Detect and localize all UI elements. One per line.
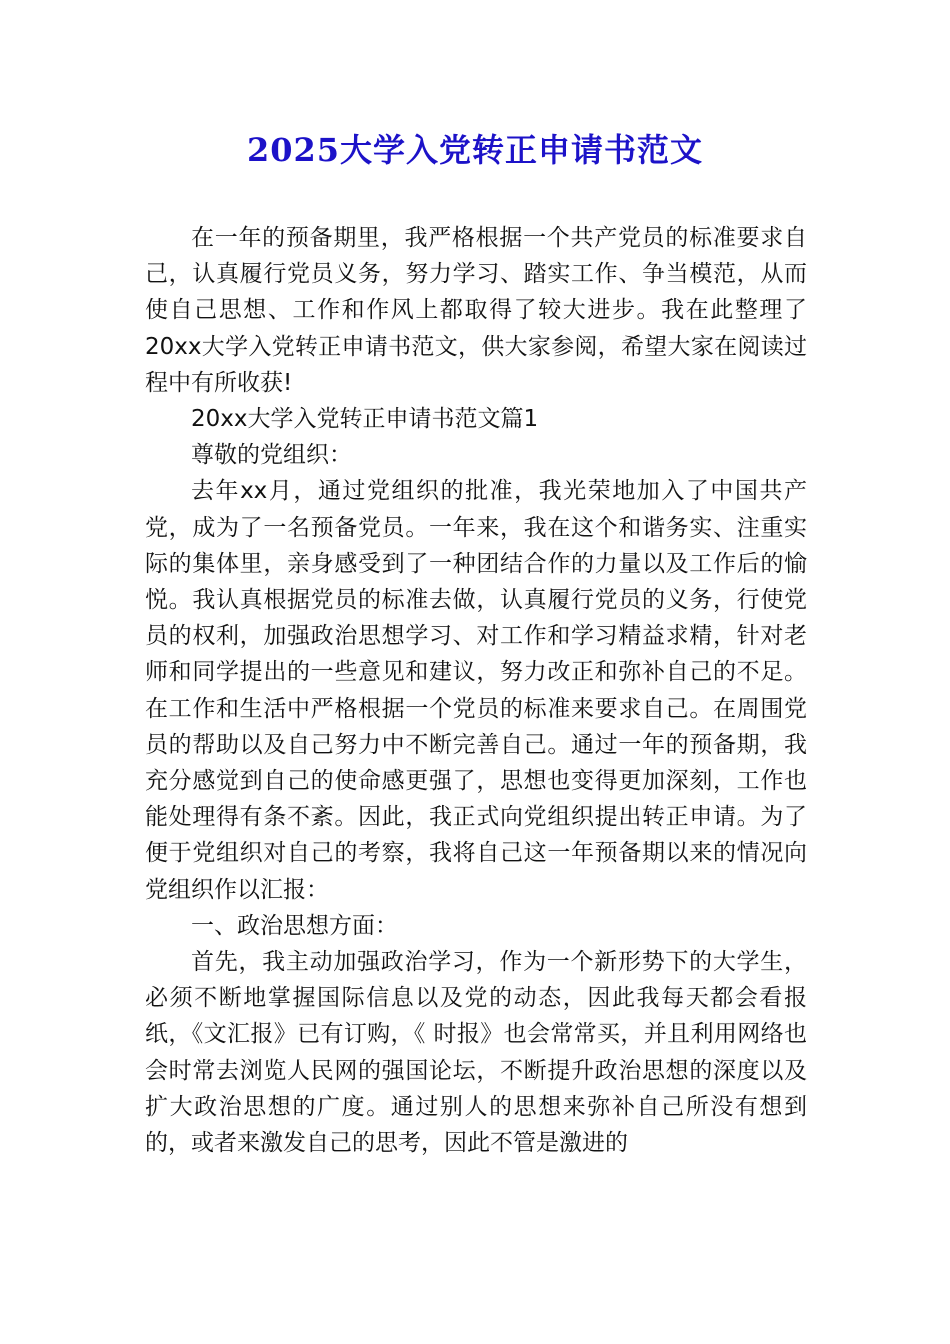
- document-body: [145, 220, 807, 1161]
- paragraph-main: 去年xx月，通过党组织的批准，我光荣地加入了中国共产党，成为了一名预备党员。一年来，我在这个和谐务实、注重实际的集体里，亲身感受到了一种团结合作的力量以及工作后的愉悦。我认真根据党员的标准去做，认真履行党员的义务，行使党员的权利，加强政治思想学习、对工作和学习精益求精，针对老师和同学提出的一些意见和建议，努力改正和弥补自己的不足。在工作和生活中严格根据一个党员的标准来要求自己。在周围党员的帮助以及自己努力中不断完善自己。通过一年的预备期，我充分感觉到自己的使命感更强了，思想也变得更加深刻，工作也能处理得有条不紊。因此，我正式向党组织提出转正申请。为了便于党组织对自己的考察，我将自己这一年预备期以来的情况向党组织作以汇报：: [145, 478, 807, 903]
- document-title: 2025大学入党转正申请书范文: [246, 131, 704, 169]
- paragraph-section-heading: 20xx大学入党转正申请书范文篇1: [191, 406, 539, 433]
- paragraph-subheading-politics: 一、政治思想方面：: [191, 912, 398, 939]
- paragraph-intro: 在一年的预备期里，我严格根据一个共产党员的标准要求自己，认真履行党员义务，努力学习、踏实工作、争当模范，从而使自己思想、工作和作风上都取得了较大进步。我在此整理了20xx大学入党转正申请书范文，供大家参阅，希望大家在阅读过程中有所收获!: [145, 225, 807, 396]
- paragraph-politics: 首先，我主动加强政治学习，作为一个新形势下的大学生，必须不断地掌握国际信息以及党的动态，因此我每天都会看报纸，《文汇报》已有订购，《 时报》也会常常买，并且利用网络也会时常去浏览人民网的强国论坛，不断提升政治思想的深度以及扩大政治思想的广度。通过别人的思想来弥补自己所没有想到的，或者来激发自己的思考，因此不管是激进的: [145, 949, 807, 1157]
- paragraph-salutation: 尊敬的党组织：: [191, 442, 352, 469]
